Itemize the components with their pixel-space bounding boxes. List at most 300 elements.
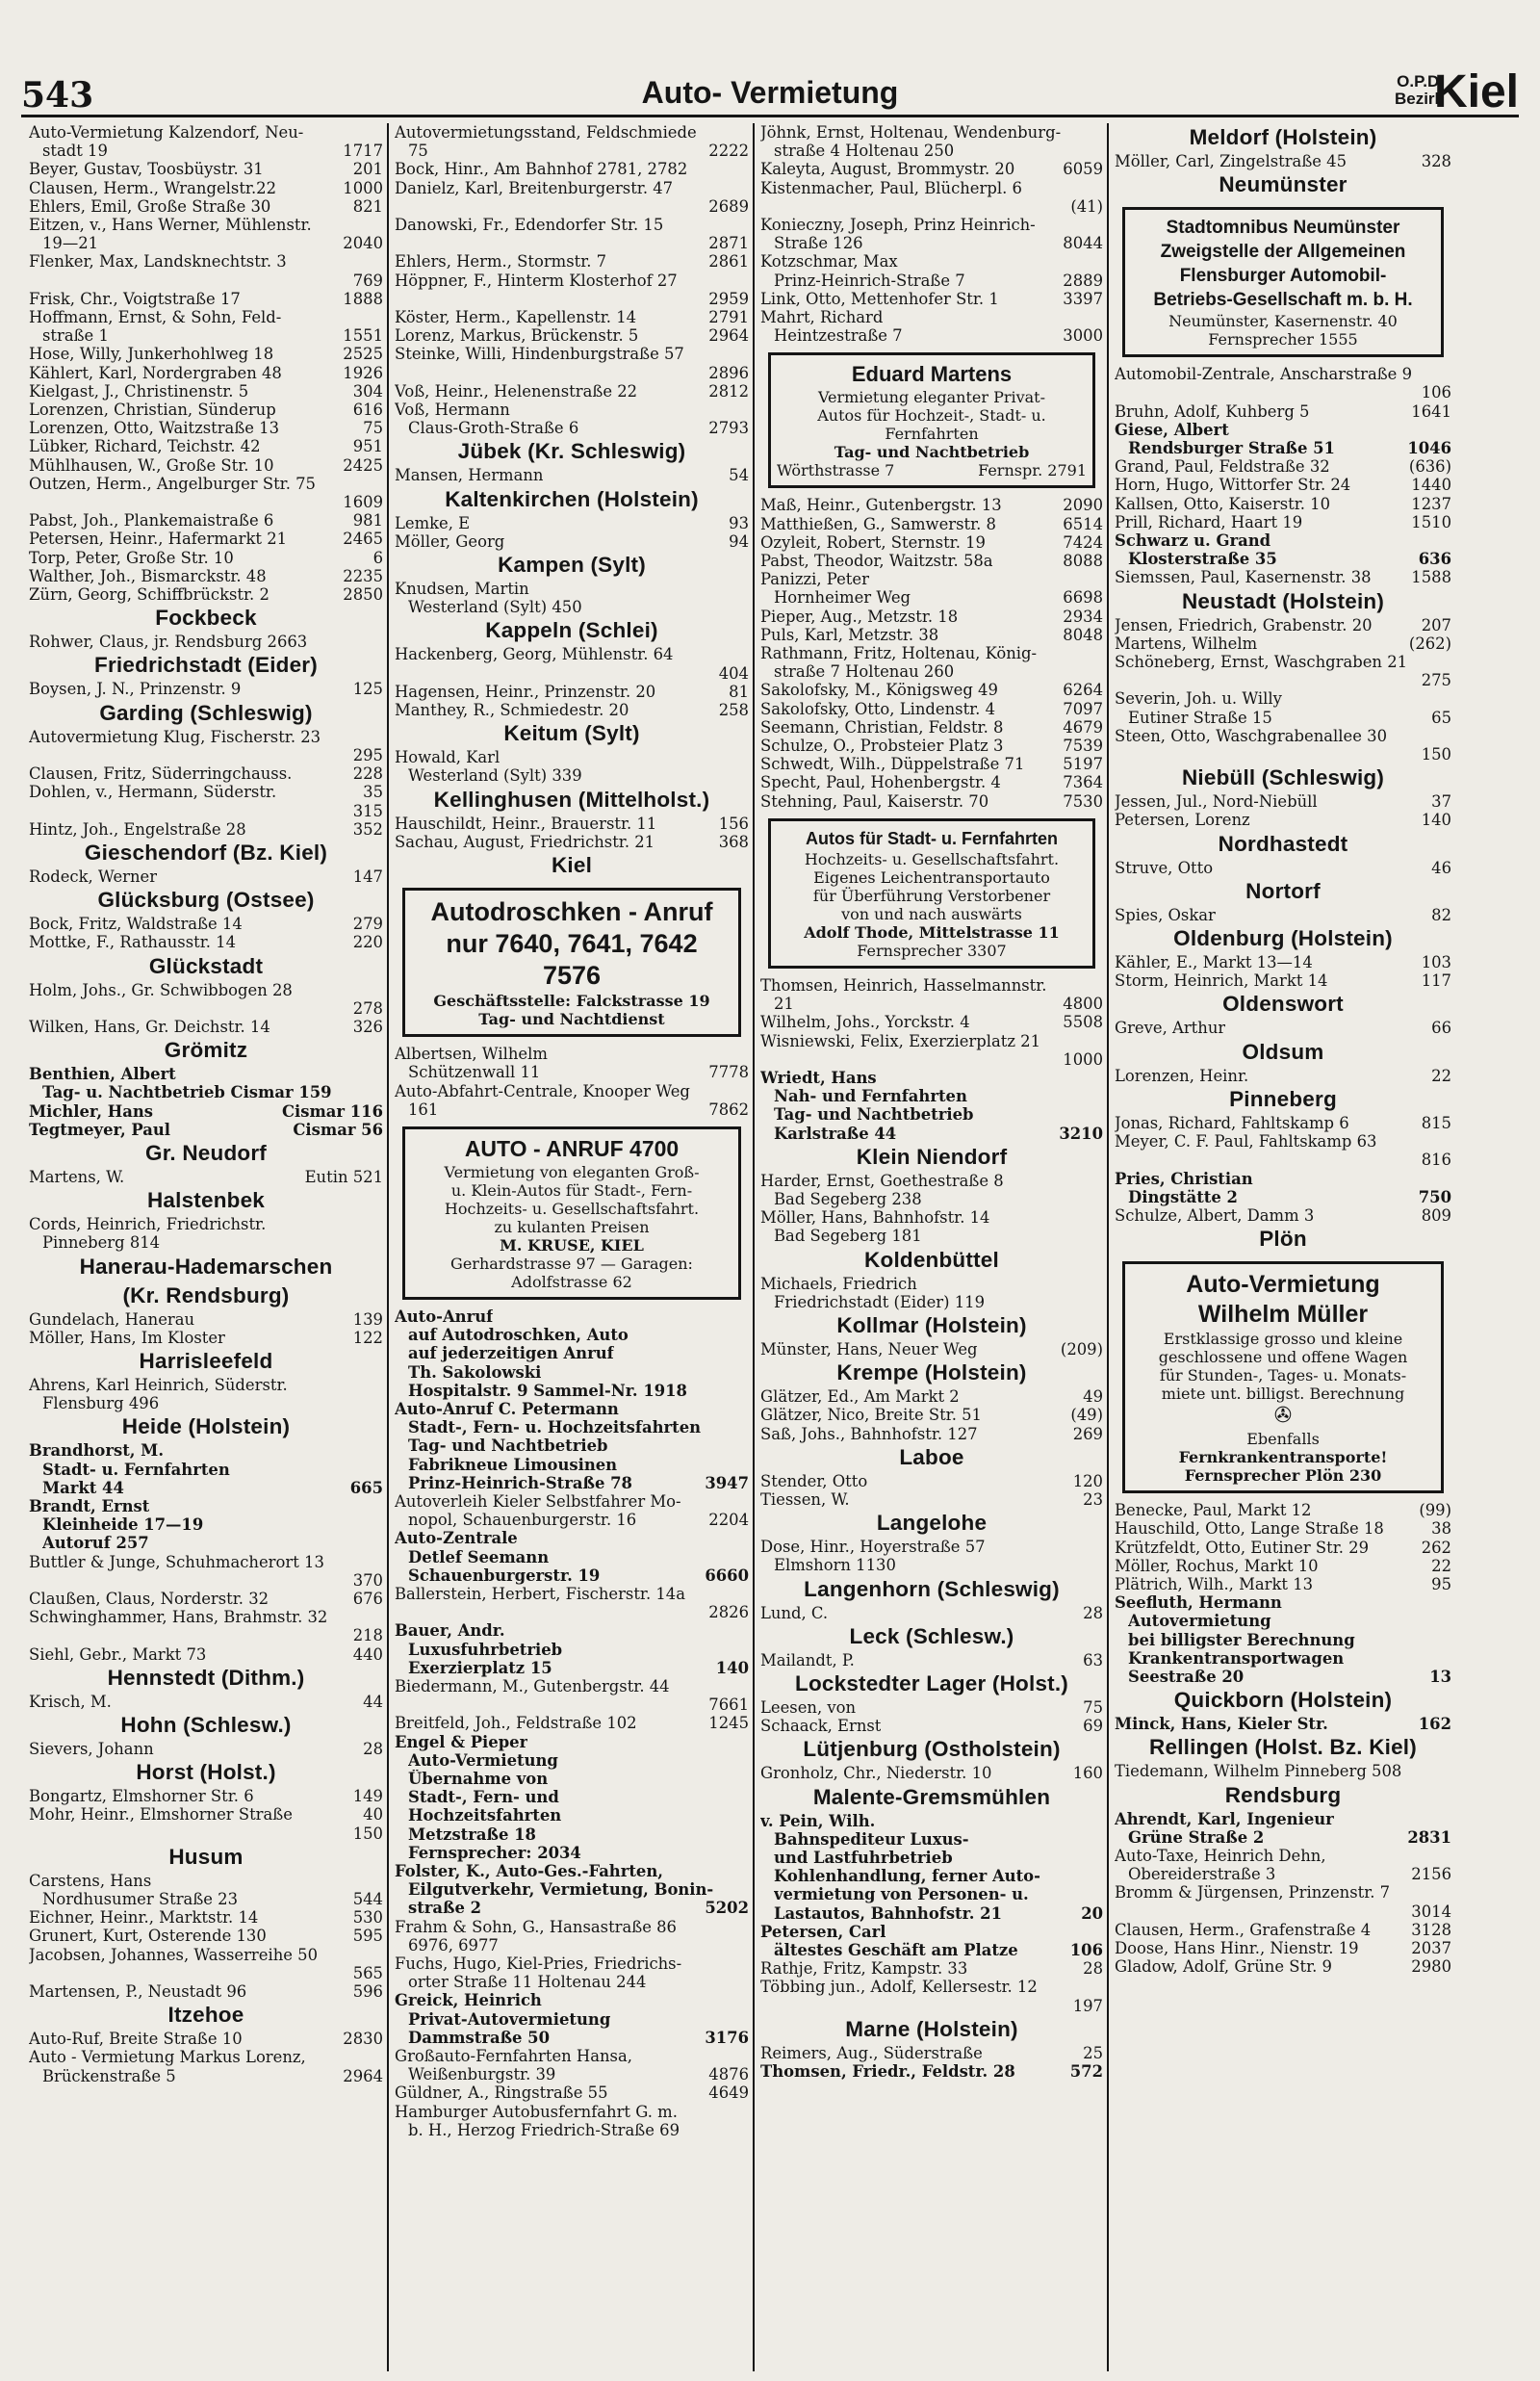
entry-line	[395, 345, 749, 363]
entry-text: bei billigster Berechnung	[1128, 1630, 1355, 1649]
entry-continuation	[1115, 383, 1451, 401]
directory-entry	[1109, 1847, 1457, 1883]
entry-line	[29, 530, 383, 548]
directory-entry	[389, 701, 755, 719]
advertisement-box	[768, 818, 1095, 969]
entry-continuation	[1115, 1612, 1451, 1630]
entry-line	[395, 1954, 749, 1973]
entry-line	[29, 216, 383, 234]
entry-continuation	[395, 234, 749, 252]
entry-text: Auto-Vermietung	[408, 1750, 558, 1770]
directory-entry	[23, 1215, 389, 1252]
entry-text: Hintz, Joh., Engelstraße 28	[29, 819, 246, 839]
directory-entry	[389, 1862, 755, 1918]
directory-entry	[23, 1065, 389, 1101]
entry-continuation	[395, 664, 749, 683]
directory-entry	[389, 833, 755, 851]
entry-continuation	[395, 1511, 749, 1529]
directory-entry	[755, 2044, 1109, 2062]
entry-text: Siehl, Gebr., Markt 73	[29, 1644, 207, 1664]
entry-text: Möller, Rochus, Markt 10	[1115, 1556, 1319, 1575]
directory-entry	[755, 644, 1109, 681]
entry-text: Ozyleit, Robert, Sternstr. 19	[760, 532, 986, 552]
entry-phone: 197	[1072, 1996, 1103, 2015]
entry-continuation	[760, 1867, 1103, 1885]
entry-line	[29, 633, 383, 651]
entry-line	[1115, 1939, 1451, 1957]
entry-text: Schwedt, Wilh., Düppelstraße 71	[760, 755, 1025, 774]
entry-text: Cords, Heinrich, Friedrichstr.	[29, 1215, 267, 1234]
entry-phone: 149	[352, 1787, 383, 1806]
directory-entry	[1109, 1206, 1457, 1225]
entry-text: Eilgutverkehr, Vermietung, Bonin-	[408, 1880, 714, 1900]
entry-text: Outzen, Herm., Angelburger Str. 75	[29, 474, 316, 493]
directory-entry	[23, 680, 389, 698]
entry-line	[1115, 495, 1451, 513]
directory-entry	[23, 764, 389, 783]
entry-phone: 13	[1429, 1667, 1451, 1686]
place-heading: Neumünster	[1219, 172, 1348, 197]
entry-phone: 218	[352, 1626, 383, 1645]
entry-text: Prinz-Heinrich-Straße 78	[408, 1473, 632, 1492]
entry-text: Bad Segeberg 181	[774, 1227, 922, 1246]
entry-text: Übernahme von	[408, 1769, 549, 1788]
entry-continuation	[395, 1825, 749, 1844]
entry-text: Hagensen, Heinr., Prinzenstr. 20	[395, 682, 656, 701]
entry-line	[760, 123, 1103, 142]
place-heading: Nordhastedt	[1218, 831, 1348, 856]
entry-line	[760, 1959, 1103, 1978]
entry-text: Autoruf 257	[42, 1534, 149, 1553]
entry-text: Plätrich, Wilh., Markt 13	[1115, 1574, 1314, 1593]
directory-entry	[1109, 1501, 1457, 1519]
entry-line	[395, 401, 749, 419]
entry-line	[29, 1693, 383, 1711]
entry-line	[760, 755, 1103, 773]
entry-phone: 370	[352, 1570, 383, 1590]
entry-text: Breitfeld, Joh., Feldstraße 102	[395, 1714, 637, 1733]
entry-line	[1115, 727, 1451, 745]
entry-text: straße 2	[408, 1899, 482, 1918]
place-heading: Keitum (Sylt)	[503, 721, 640, 746]
entry-text: Gronholz, Chr., Niederstr. 10	[760, 1764, 992, 1783]
entry-line	[760, 1275, 1103, 1293]
directory-entry	[755, 308, 1109, 345]
entry-line	[760, 552, 1103, 570]
entry-line	[29, 764, 383, 783]
directory-entry	[23, 1553, 389, 1590]
entry-text: Kählert, Karl, Nordergraben 48	[29, 363, 282, 382]
entry-continuation	[1115, 1865, 1451, 1883]
entry-phone: 63	[1083, 1650, 1103, 1669]
place-heading: Rellingen (Holst. Bz. Kiel)	[1149, 1735, 1417, 1760]
entry-text: Stadt-, Fern- u. Hochzeitsfahrten	[408, 1418, 702, 1437]
entry-line	[29, 1121, 383, 1139]
entry-continuation	[1115, 745, 1451, 763]
directory-entry	[1109, 1957, 1457, 1976]
place-heading: Glückstadt	[148, 953, 264, 978]
entry-line	[760, 1698, 1103, 1717]
directory-entry	[389, 1492, 755, 1529]
entry-continuation	[1115, 709, 1451, 727]
directory-entry	[389, 683, 755, 701]
entry-continuation	[395, 1936, 749, 1954]
directory-entry	[23, 290, 389, 308]
place-heading: Leck (Schlesw.)	[849, 1623, 1014, 1648]
entry-text: nopol, Schauenburgerstr. 16	[408, 1511, 637, 1530]
entry-line	[395, 833, 749, 851]
entry-text: Bromm & Jürgensen, Prinzenstr. 7	[1115, 1883, 1391, 1902]
entry-text: Walther, Joh., Bismarckstr. 48	[29, 566, 267, 585]
listing-column-1	[23, 123, 389, 2371]
entry-text: Lastautos, Bahnhofstr. 21	[774, 1903, 1002, 1923]
directory-entry	[23, 820, 389, 839]
entry-text: Mohr, Heinr., Elmshorner Straße	[29, 1805, 293, 1825]
entry-text: Rathje, Fritz, Kampstr. 33	[760, 1959, 968, 1979]
entry-line	[29, 1946, 383, 1964]
entry-line	[760, 1812, 1103, 1830]
entry-line	[29, 1805, 383, 1824]
entry-line	[29, 252, 383, 271]
entry-line	[29, 401, 383, 419]
directory-entry	[755, 1812, 1109, 1923]
entry-continuation	[395, 1844, 749, 1862]
ad-text-line: für Überführung Verstorbener	[812, 886, 1051, 905]
entry-continuation	[29, 1534, 383, 1552]
header-city: Kiel	[1433, 66, 1519, 117]
entry-text: Pieper, Aug., Metzstr. 18	[760, 607, 959, 626]
entry-text: Kielgast, J., Christinenstr. 5	[29, 381, 249, 401]
entry-text: Tiedemann, Wilhelm Pinneberg 508	[1115, 1762, 1402, 1781]
directory-entry	[23, 2030, 389, 2048]
directory-entry	[23, 1693, 389, 1711]
entry-continuation	[29, 746, 383, 764]
entry-continuation	[395, 1880, 749, 1899]
entry-text: Seestraße 20	[1128, 1667, 1245, 1686]
entry-phone: 2934	[1063, 607, 1103, 626]
directory-entry	[23, 179, 389, 197]
entry-text: Lemke, E	[395, 513, 471, 532]
entry-line	[760, 737, 1103, 755]
listing-column-2	[389, 123, 755, 2371]
entry-text: Sievers, Johann	[29, 1740, 154, 1758]
directory-entry	[1109, 568, 1457, 586]
entry-line	[760, 1472, 1103, 1490]
entry-continuation	[29, 493, 383, 511]
entry-phone: 75	[363, 419, 383, 438]
place-heading: Grömitz	[164, 1038, 248, 1063]
entry-text: Lorenzen, Otto, Waitzstraße 13	[29, 419, 280, 438]
entry-text: Rodeck, Werner	[29, 867, 158, 886]
entry-continuation	[395, 1806, 749, 1825]
entry-text: Kotzschmar, Max	[760, 252, 898, 272]
entry-line	[1115, 1847, 1451, 1865]
entry-phone: 544	[352, 1890, 383, 1909]
entry-phone: 2156	[1411, 1865, 1451, 1884]
directory-entry	[389, 1082, 755, 1119]
entry-text: Pries, Christian	[1115, 1169, 1253, 1188]
place-heading: Heide (Holstein)	[121, 1414, 291, 1439]
entry-phone: 44	[363, 1692, 383, 1711]
place-heading: Kollmar (Holstein)	[836, 1312, 1027, 1337]
entry-line	[760, 976, 1103, 995]
ad-headline: nur 7640, 7641, 7642	[446, 929, 698, 959]
entry-continuation	[29, 272, 383, 290]
entry-continuation	[760, 1125, 1103, 1143]
directory-entry	[1109, 1810, 1457, 1847]
directory-entry	[755, 1717, 1109, 1735]
entry-text: Autovermietungsstand, Feldschmiede	[395, 123, 697, 142]
entry-text: Dingstätte 2	[1128, 1187, 1238, 1206]
entry-line	[1115, 1501, 1451, 1519]
entry-line	[395, 272, 749, 290]
entry-text: Greick, Heinrich	[395, 1991, 542, 2010]
entry-line	[29, 308, 383, 326]
entry-line	[760, 773, 1103, 791]
entry-text: Wriedt, Hans	[760, 1068, 877, 1087]
entry-phone: 1588	[1411, 568, 1451, 587]
entry-continuation	[395, 1566, 749, 1585]
ad-text-line: Fernfahrten	[885, 425, 979, 444]
entry-text: ältestes Geschäft am Platze	[774, 1941, 1018, 1959]
entry-line	[760, 700, 1103, 718]
entry-text: Boysen, J. N., Prinzenstr. 9	[29, 680, 242, 699]
entry-text: Auto-Vermietung Kalzendorf, Neu-	[29, 123, 304, 142]
entry-phone: 2040	[343, 234, 383, 253]
entry-continuation	[395, 2065, 749, 2083]
directory-entry	[389, 1621, 755, 1677]
directory-entry	[389, 326, 755, 345]
place-heading: Klein Niendorf	[856, 1144, 1008, 1169]
entry-phone: 7097	[1063, 699, 1103, 718]
entry-text: Rendsburger Straße 51	[1128, 439, 1335, 458]
entry-text: Engel & Pieper	[395, 1732, 528, 1751]
entry-line	[29, 475, 383, 493]
ad-contact-line	[777, 461, 1087, 479]
entry-text: v. Pein, Wilh.	[760, 1811, 876, 1830]
entry-phone: 262	[1421, 1538, 1451, 1557]
entry-text: Voß, Heinr., Helenenstraße 22	[395, 381, 638, 401]
ad-text-line: Erstklassige grosso und kleine	[1163, 1330, 1403, 1349]
district-line: Bezirk	[1394, 90, 1444, 108]
entry-line	[395, 1621, 749, 1640]
entry-text: Münster, Hans, Neuer Weg	[760, 1339, 978, 1359]
entry-text: Eutiner Straße 15	[1128, 708, 1272, 727]
entry-line	[29, 1590, 383, 1608]
entry-continuation	[29, 1461, 383, 1479]
entry-phone: 769	[352, 271, 383, 290]
entry-text: Clausen, Herm., Wrangelstr.22	[29, 178, 277, 197]
entry-line	[1115, 1114, 1451, 1132]
entry-phone: 1440	[1411, 476, 1451, 495]
entry-text: Bauer, Andr.	[395, 1621, 505, 1641]
directory-entry	[23, 1310, 389, 1329]
entry-continuation	[29, 1479, 383, 1497]
entry-text: Detlef Seemann	[408, 1547, 550, 1566]
entry-text: Steinke, Willi, Hindenburgstraße 57	[395, 345, 684, 364]
directory-entry	[755, 1604, 1109, 1622]
entry-line	[29, 1018, 383, 1036]
entry-text: Autovermietung	[1128, 1612, 1271, 1631]
entry-line	[29, 437, 383, 455]
directory-entry	[755, 290, 1109, 308]
entry-line	[29, 123, 383, 142]
directory-entry	[1109, 653, 1457, 689]
entry-line	[395, 308, 749, 326]
entry-text: Doose, Hans Hinr., Nienstr. 19	[1115, 1938, 1359, 1957]
directory-entry	[755, 179, 1109, 216]
entry-text: Howald, Karl	[395, 748, 500, 767]
ad-text-line: zu kulanten Preisen	[494, 1217, 650, 1236]
entry-text: Benecke, Paul, Markt 12	[1115, 1501, 1312, 1520]
entry-continuation	[395, 1456, 749, 1474]
directory-entry	[23, 437, 389, 455]
entry-text: Privat-Autovermietung	[408, 2009, 611, 2029]
entry-line	[29, 511, 383, 530]
entry-phone: 7364	[1063, 773, 1103, 792]
entry-text: Dohlen, v., Hermann, Süderstr.	[29, 783, 277, 802]
entry-text: Matthießen, G., Samwerstr. 8	[760, 514, 996, 533]
entry-text: Clausen, Fritz, Süderringchauss.	[29, 764, 293, 784]
entry-text: Schauenburgerstr. 19	[408, 1566, 601, 1585]
entry-line	[395, 701, 749, 719]
entry-text: Petersen, Carl	[760, 1922, 886, 1941]
entry-continuation	[29, 1233, 383, 1252]
entry-text: Stadt-, Fern- und	[408, 1788, 559, 1807]
directory-entry	[1109, 495, 1457, 513]
entry-line	[395, 1677, 749, 1695]
entry-text: Gladow, Adolf, Grüne Str. 9	[1115, 1957, 1332, 1977]
entry-line	[760, 515, 1103, 533]
entry-line	[760, 1978, 1103, 1996]
entry-continuation	[760, 1941, 1103, 1959]
entry-text: Link, Otto, Mettenhofer Str. 1	[760, 289, 999, 308]
entry-text: Hose, Willy, Junkerhohlweg 18	[29, 345, 274, 364]
place-heading: Niebüll (Schleswig)	[1181, 765, 1385, 790]
entry-text: Höppner, F., Hinterm Klosterhof 27	[395, 271, 678, 290]
entry-phone: 676	[352, 1589, 383, 1608]
entry-text: Schwinghammer, Hans, Brahmstr. 32	[29, 1608, 328, 1627]
entry-text: Puls, Karl, Metzstr. 38	[760, 625, 939, 644]
entry-phone: 28	[363, 1740, 383, 1758]
advertisement-box	[402, 1126, 741, 1300]
entry-line	[1115, 531, 1451, 550]
directory-entry	[755, 626, 1109, 644]
place-heading: Jübek (Kr. Schleswig)	[457, 439, 686, 464]
entry-text: Auto-Anruf	[395, 1307, 494, 1326]
entry-phone: 20	[1081, 1903, 1103, 1923]
directory-entry	[23, 1946, 389, 1982]
entry-text: Rohwer, Claus, jr. Rendsburg 2663	[29, 633, 308, 652]
entry-phone: 2791	[708, 308, 749, 327]
entry-continuation	[760, 1830, 1103, 1849]
entry-phone: 2889	[1063, 271, 1103, 290]
directory-entry	[389, 1045, 755, 1081]
entry-continuation	[1115, 1668, 1451, 1686]
entry-line	[29, 1740, 383, 1758]
entry-phone: 404	[718, 663, 749, 683]
entry-line	[29, 456, 383, 475]
entry-phone: 125	[352, 680, 383, 699]
entry-text: Wilken, Hans, Gr. Deichstr. 14	[29, 1017, 270, 1036]
directory-entry	[23, 1908, 389, 1927]
entry-line	[1115, 634, 1451, 653]
entry-line	[395, 1529, 749, 1547]
place-heading: Koldenbüttel	[864, 1247, 999, 1272]
directory-entry	[1109, 402, 1457, 421]
entry-line	[395, 683, 749, 701]
entry-phone: 4876	[708, 2065, 749, 2084]
entry-phone: 23	[1083, 1489, 1103, 1509]
place-heading: Malente-Gremsmühlen	[812, 1784, 1051, 1809]
entry-continuation	[760, 197, 1103, 216]
entry-text: Kistenmacher, Paul, Blücherpl. 6	[760, 178, 1022, 197]
entry-text: Konieczny, Joseph, Prinz Heinrich-	[760, 216, 1036, 235]
entry-continuation	[760, 142, 1103, 160]
ad-text-line: miete unt. billigst. Berechnung	[1161, 1385, 1405, 1404]
entry-text: Frisk, Chr., Voigtstraße 17	[29, 289, 241, 308]
entry-text: Grunert, Kurt, Osterende 130	[29, 1927, 267, 1946]
entry-line	[760, 252, 1103, 271]
directory-entry	[755, 1959, 1109, 1978]
ad-address: Wörthstrasse 7	[777, 461, 895, 480]
entry-text: Sakolofsky, Otto, Lindenstr. 4	[760, 699, 996, 718]
entry-line	[1115, 616, 1451, 634]
entry-line	[760, 718, 1103, 737]
entry-text: Autoverleih Kieler Selbstfahrer Mo-	[395, 1491, 681, 1511]
entry-line	[29, 364, 383, 382]
entry-line	[395, 1862, 749, 1880]
entry-phone: 6514	[1063, 514, 1103, 533]
entry-text: Giese, Albert	[1115, 420, 1229, 439]
ad-headline: Autodroschken - Anruf	[430, 897, 713, 927]
entry-line	[29, 1927, 383, 1945]
advertisement-box	[1122, 1261, 1444, 1493]
entry-text: Möller, Hans, Bahnhofstr. 14	[760, 1208, 990, 1228]
place-heading: Kappeln (Schlei)	[485, 618, 658, 643]
entry-continuation	[395, 1382, 749, 1400]
entry-line	[760, 1032, 1103, 1050]
entry-continuation	[760, 1087, 1103, 1105]
page-title: Auto- Vermietung	[641, 75, 899, 110]
ad-text-line: Geschäftsstelle: Falckstrasse 19	[433, 992, 710, 1011]
entry-phone: 40	[363, 1805, 383, 1825]
directory-entry	[1109, 1921, 1457, 1939]
entry-line	[395, 2103, 749, 2121]
entry-line	[760, 644, 1103, 662]
entry-continuation	[29, 234, 383, 252]
ad-text-line: Tag- und Nachtbetrieb	[834, 443, 1030, 462]
entry-text: Westerland (Sylt) 450	[408, 598, 582, 617]
directory-entry	[755, 1490, 1109, 1509]
entry-phone: 3014	[1411, 1902, 1451, 1921]
entry-text: Tegtmeyer, Paul	[29, 1120, 171, 1139]
entry-line	[760, 1340, 1103, 1359]
directory-entry	[1109, 971, 1457, 990]
entry-continuation	[760, 1190, 1103, 1208]
entry-text: Möller, Carl, Zingelstraße 45	[1115, 152, 1348, 170]
directory-entry	[1109, 457, 1457, 476]
entry-line	[29, 197, 383, 216]
entry-text: Obereiderstraße 3	[1128, 1865, 1276, 1884]
entry-line	[1115, 1170, 1451, 1188]
directory-entry	[23, 530, 389, 548]
entry-phone: 1046	[1407, 439, 1451, 458]
entry-text: Tag- und Nachtbetrieb	[408, 1436, 608, 1456]
entry-line	[760, 496, 1103, 514]
directory-entry	[389, 123, 755, 160]
entry-text: Sakolofsky, M., Königsweg 49	[760, 681, 998, 700]
